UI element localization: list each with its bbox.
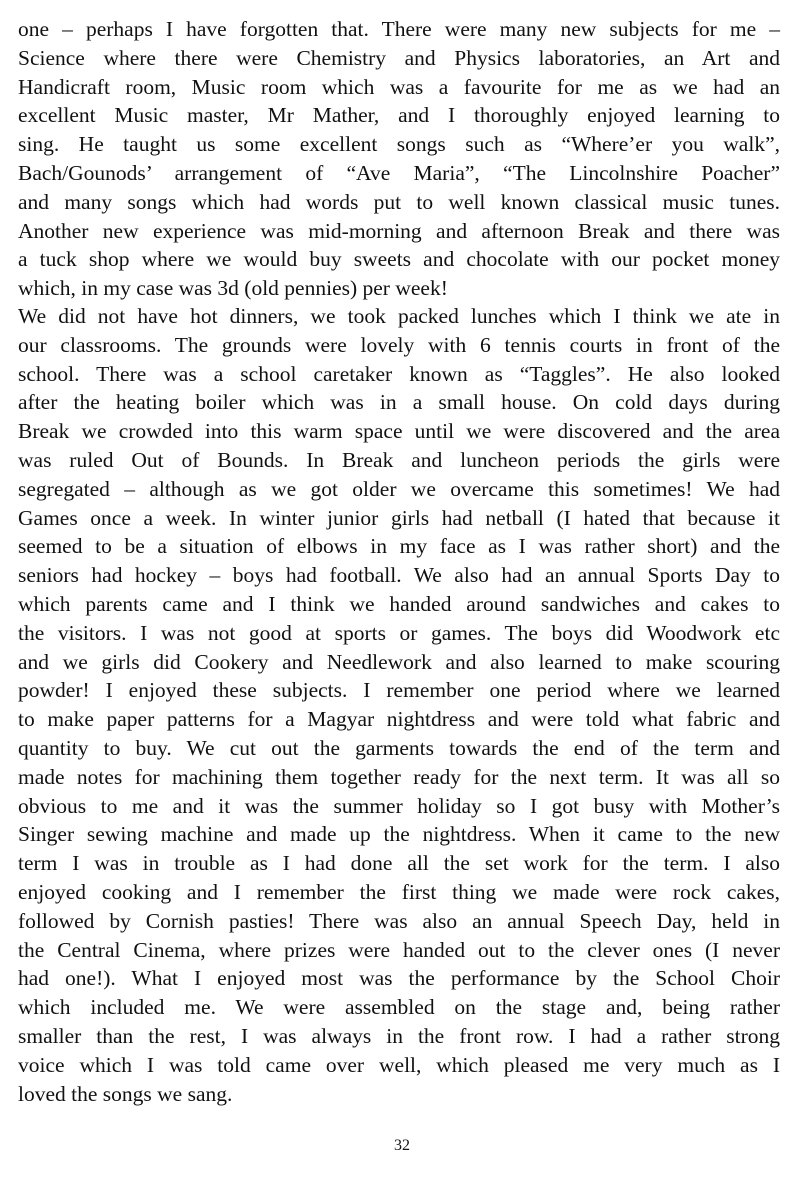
text-line: enjoyed cooking and I remember the first thing we made were rock cakes, <box>18 879 780 904</box>
text-line: obvious to me and it was the summer holiday so I got busy with Mother’s <box>18 793 780 818</box>
text-line: seemed to be a situation of elbows in my face as I was rather short) and the <box>18 534 780 559</box>
text-line: which parents came and I think we handed around sandwiches and cakes to <box>18 591 780 616</box>
text-line: Bach/Gounods’ arrangement of “Ave Maria”, “The Lincolnshire Poacher” <box>18 160 780 185</box>
text-line: Games once a week. In winter junior girls had netball (I hated that because it <box>18 505 780 530</box>
text-line: loved the songs we sang. <box>18 1081 233 1106</box>
text-line: which included me. We were assembled on the stage and, being rather <box>18 995 780 1020</box>
text-line: had one!). What I enjoyed most was the performance by the School Choir <box>18 966 780 991</box>
text-line: Another new experience was mid-morning and afternoon Break and there was <box>18 218 780 243</box>
text-line: term I was in trouble as I had done all the set work for the term. I also <box>18 851 780 876</box>
text-line: school. There was a school caretaker known as “Taggles”. He also looked <box>18 361 780 386</box>
paragraph-school-life <box>18 302 780 1108</box>
text-line: Singer sewing machine and made up the nightdress. When it came to the new <box>18 822 780 847</box>
text-line: to make paper patterns for a Magyar nightdress and were told what fabric and <box>18 707 780 732</box>
text-line: which, in my case was 3d (old pennies) per week! <box>18 276 448 301</box>
text-line: excellent Music master, Mr Mather, and I thoroughly enjoyed learning to <box>18 103 780 128</box>
text-line: made notes for machining them together ready for the next term. It was all so <box>18 764 780 789</box>
text-line: the Central Cinema, where prizes were handed out to the clever ones (I never <box>18 937 780 962</box>
page-number: 32 <box>394 1137 410 1154</box>
text-line: Handicraft room, Music room which was a favourite for me as we had an <box>18 74 780 99</box>
text-line: seniors had hockey – boys had football. We also had an annual Sports Day to <box>18 563 780 588</box>
text-line: after the heating boiler which was in a small house. On cold days during <box>18 390 780 415</box>
paragraph-school-subjects <box>18 15 780 303</box>
text-line: smaller than the rest, I was always in the front row. I had a rather strong <box>18 1023 780 1048</box>
text-line: a tuck shop where we would buy sweets and chocolate with our pocket money <box>18 247 780 272</box>
text-line: sing. He taught us some excellent songs such as “Where’er you walk”, <box>18 132 780 157</box>
text-line: Science where there were Chemistry and Physics laboratories, an Art and <box>18 45 780 70</box>
text-line: the visitors. I was not good at sports or games. The boys did Woodwork etc <box>18 620 780 645</box>
text-line: followed by Cornish pasties! There was also an annual Speech Day, held in <box>18 908 780 933</box>
text-line: voice which I was told came over well, which pleased me very much as I <box>18 1052 780 1077</box>
text-line: Break we crowded into this warm space until we were discovered and the area <box>18 419 780 444</box>
text-line: powder! I enjoyed these subjects. I remember one period where we learned <box>18 678 780 703</box>
text-line: our classrooms. The grounds were lovely with 6 tennis courts in front of the <box>18 332 780 357</box>
text-line: and many songs which had words put to well known classical music tunes. <box>18 189 780 214</box>
text-line: segregated – although as we got older we overcame this sometimes! We had <box>18 476 780 501</box>
text-line: and we girls did Cookery and Needlework and also learned to make scouring <box>18 649 780 674</box>
text-line: We did not have hot dinners, we took packed lunches which I think we ate in <box>18 304 780 328</box>
text-line: one – perhaps I have forgotten that. There were many new subjects for me – <box>18 17 780 41</box>
text-line: was ruled Out of Bounds. In Break and luncheon periods the girls were <box>18 447 780 472</box>
text-line: quantity to buy. We cut out the garments towards the end of the term and <box>18 735 780 760</box>
